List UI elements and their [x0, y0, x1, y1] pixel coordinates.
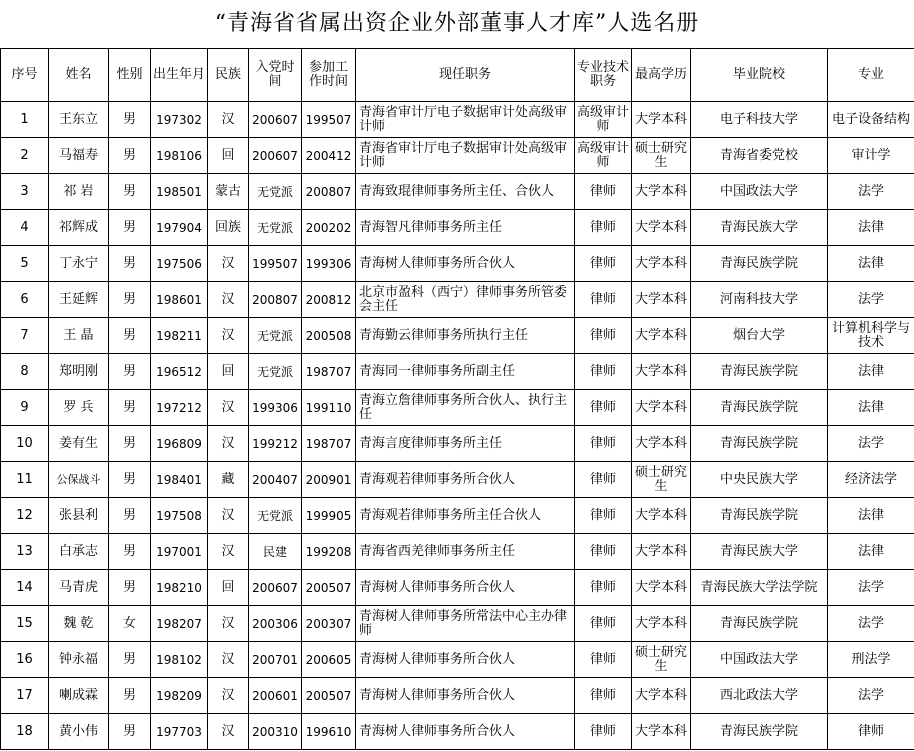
- cell-party-date: 199306: [249, 390, 302, 426]
- cell-party-date: 无党派: [249, 498, 302, 534]
- cell-party-date: 200607: [249, 102, 302, 138]
- cell-work-date: 198707: [302, 426, 356, 462]
- cell-name: 马福寿: [49, 138, 109, 174]
- cell-index: 11: [1, 462, 49, 498]
- cell-work-date: 198707: [302, 354, 356, 390]
- cell-index: 6: [1, 282, 49, 318]
- cell-education: 大学本科: [632, 210, 691, 246]
- cell-name: 郑明刚: [49, 354, 109, 390]
- cell-position: 青海观若律师事务所主任合伙人: [356, 498, 575, 534]
- cell-gender: 男: [109, 102, 151, 138]
- table-row: [1, 642, 914, 678]
- cell-education: 大学本科: [632, 678, 691, 714]
- cell-major: 法学: [828, 570, 914, 606]
- cell-birth: 197001: [151, 534, 208, 570]
- cell-name: 王延辉: [49, 282, 109, 318]
- cell-work-date: 199507: [302, 102, 356, 138]
- cell-gender: 男: [109, 462, 151, 498]
- cell-education: 大学本科: [632, 426, 691, 462]
- cell-party-date: 199212: [249, 426, 302, 462]
- header-party-date: 入党时间: [249, 49, 302, 102]
- cell-work-date: 200507: [302, 570, 356, 606]
- cell-major: 法学: [828, 606, 914, 642]
- cell-gender: 男: [109, 354, 151, 390]
- cell-ethnicity: 汉: [208, 714, 249, 750]
- cell-birth: 198209: [151, 678, 208, 714]
- cell-index: 4: [1, 210, 49, 246]
- table-row: [1, 606, 914, 642]
- cell-ethnicity: 汉: [208, 642, 249, 678]
- header-education: 最高学历: [632, 49, 691, 102]
- cell-title: 律师: [575, 714, 632, 750]
- cell-name: 祁辉成: [49, 210, 109, 246]
- cell-birth: 196512: [151, 354, 208, 390]
- cell-name: 黄小伟: [49, 714, 109, 750]
- page-title: “青海省省属出资企业外部董事人才库”人选名册: [214, 11, 700, 36]
- cell-education: 大学本科: [632, 714, 691, 750]
- cell-ethnicity: 汉: [208, 426, 249, 462]
- cell-party-date: 无党派: [249, 318, 302, 354]
- cell-index: 9: [1, 390, 49, 426]
- cell-major: 法学: [828, 174, 914, 210]
- cell-work-date: 200605: [302, 642, 356, 678]
- cell-major: 法律: [828, 354, 914, 390]
- cell-birth: 196809: [151, 426, 208, 462]
- cell-birth: 198210: [151, 570, 208, 606]
- cell-birth: 197703: [151, 714, 208, 750]
- header-birth: 出生年月: [151, 49, 208, 102]
- cell-work-date: 200807: [302, 174, 356, 210]
- cell-index: 16: [1, 642, 49, 678]
- cell-school: 青海民族学院: [691, 606, 828, 642]
- cell-gender: 男: [109, 534, 151, 570]
- cell-ethnicity: 藏: [208, 462, 249, 498]
- cell-index: 8: [1, 354, 49, 390]
- table-row: [1, 282, 914, 318]
- cell-school: 青海民族学院: [691, 246, 828, 282]
- cell-birth: 197508: [151, 498, 208, 534]
- table-body: [1, 102, 914, 750]
- cell-title: 律师: [575, 462, 632, 498]
- cell-name: 马青虎: [49, 570, 109, 606]
- cell-ethnicity: 汉: [208, 390, 249, 426]
- cell-party-date: 200310: [249, 714, 302, 750]
- cell-school: 青海民族学院: [691, 714, 828, 750]
- cell-gender: 男: [109, 426, 151, 462]
- cell-title: 律师: [575, 354, 632, 390]
- cell-school: 电子科技大学: [691, 102, 828, 138]
- cell-gender: 女: [109, 606, 151, 642]
- cell-gender: 男: [109, 174, 151, 210]
- cell-party-date: 200607: [249, 138, 302, 174]
- cell-work-date: 199610: [302, 714, 356, 750]
- cell-major: 律师: [828, 714, 914, 750]
- cell-index: 3: [1, 174, 49, 210]
- cell-gender: 男: [109, 282, 151, 318]
- cell-education: 大学本科: [632, 534, 691, 570]
- cell-birth: 197506: [151, 246, 208, 282]
- header-work-date: 参加工作时间: [302, 49, 356, 102]
- cell-party-date: 无党派: [249, 210, 302, 246]
- cell-name: 姜有生: [49, 426, 109, 462]
- cell-birth: 198401: [151, 462, 208, 498]
- cell-party-date: 200807: [249, 282, 302, 318]
- table-row: [1, 246, 914, 282]
- header-ethnicity: 民族: [208, 49, 249, 102]
- cell-index: 5: [1, 246, 49, 282]
- cell-name: 公保战斗: [49, 462, 109, 498]
- cell-gender: 男: [109, 318, 151, 354]
- cell-title: 律师: [575, 282, 632, 318]
- cell-title: 律师: [575, 318, 632, 354]
- cell-ethnicity: 蒙古: [208, 174, 249, 210]
- cell-ethnicity: 回: [208, 138, 249, 174]
- cell-position: 青海树人律师事务所合伙人: [356, 678, 575, 714]
- cell-birth: 198601: [151, 282, 208, 318]
- cell-work-date: 199110: [302, 390, 356, 426]
- cell-name: 王东立: [49, 102, 109, 138]
- header-name: 姓名: [49, 49, 109, 102]
- cell-title: 律师: [575, 210, 632, 246]
- cell-major: 法学: [828, 282, 914, 318]
- cell-education: 硕士研究生: [632, 642, 691, 678]
- table-row: [1, 426, 914, 462]
- table-row: [1, 678, 914, 714]
- cell-position: 青海树人律师事务所合伙人: [356, 246, 575, 282]
- cell-position: 北京市盈科（西宁）律师事务所管委会主任: [356, 282, 575, 318]
- cell-education: 大学本科: [632, 246, 691, 282]
- cell-party-date: 200306: [249, 606, 302, 642]
- cell-gender: 男: [109, 138, 151, 174]
- table-row: [1, 570, 914, 606]
- cell-work-date: 199905: [302, 498, 356, 534]
- cell-major: 法学: [828, 678, 914, 714]
- cell-ethnicity: 回: [208, 354, 249, 390]
- cell-name: 白承志: [49, 534, 109, 570]
- cell-party-date: 200701: [249, 642, 302, 678]
- cell-school: 中国政法大学: [691, 642, 828, 678]
- cell-party-date: 民建: [249, 534, 302, 570]
- cell-work-date: 200901: [302, 462, 356, 498]
- cell-index: 2: [1, 138, 49, 174]
- cell-school: 青海民族大学: [691, 210, 828, 246]
- cell-position: 青海立詹律师事务所合伙人、执行主任: [356, 390, 575, 426]
- cell-education: 大学本科: [632, 174, 691, 210]
- cell-gender: 男: [109, 210, 151, 246]
- table-row: [1, 354, 914, 390]
- cell-major: 刑法学: [828, 642, 914, 678]
- cell-birth: 197904: [151, 210, 208, 246]
- cell-school: 烟台大学: [691, 318, 828, 354]
- cell-work-date: 200307: [302, 606, 356, 642]
- cell-position: 青海省审计厅电子数据审计处高级审计师: [356, 102, 575, 138]
- cell-gender: 男: [109, 390, 151, 426]
- cell-school: 青海民族学院: [691, 390, 828, 426]
- cell-name: 张县利: [49, 498, 109, 534]
- cell-work-date: 200202: [302, 210, 356, 246]
- cell-ethnicity: 汉: [208, 606, 249, 642]
- cell-gender: 男: [109, 246, 151, 282]
- cell-gender: 男: [109, 642, 151, 678]
- table-row: [1, 102, 914, 138]
- cell-position: 青海树人律师事务所常法中心主办律师: [356, 606, 575, 642]
- cell-work-date: 200412: [302, 138, 356, 174]
- table-row: [1, 138, 914, 174]
- cell-education: 大学本科: [632, 390, 691, 426]
- cell-birth: 198501: [151, 174, 208, 210]
- cell-work-date: 199208: [302, 534, 356, 570]
- cell-position: 青海省审计厅电子数据审计处高级审计师: [356, 138, 575, 174]
- cell-index: 14: [1, 570, 49, 606]
- cell-work-date: 199306: [302, 246, 356, 282]
- cell-work-date: 200508: [302, 318, 356, 354]
- cell-education: 大学本科: [632, 318, 691, 354]
- roster-table: [0, 48, 914, 750]
- cell-index: 15: [1, 606, 49, 642]
- table-row: [1, 498, 914, 534]
- cell-title: 律师: [575, 174, 632, 210]
- cell-major: 电子设备结构: [828, 102, 914, 138]
- table-row: [1, 714, 914, 750]
- header-title: 专业技术职务: [575, 49, 632, 102]
- cell-school: 青海民族学院: [691, 498, 828, 534]
- cell-ethnicity: 汉: [208, 318, 249, 354]
- cell-name: 魏 乾: [49, 606, 109, 642]
- cell-ethnicity: 汉: [208, 246, 249, 282]
- table-row: [1, 174, 914, 210]
- cell-party-date: 200407: [249, 462, 302, 498]
- cell-name: 王 晶: [49, 318, 109, 354]
- cell-ethnicity: 回族: [208, 210, 249, 246]
- cell-ethnicity: 汉: [208, 282, 249, 318]
- header-school: 毕业院校: [691, 49, 828, 102]
- cell-major: 计算机科学与技术: [828, 318, 914, 354]
- cell-school: 中央民族大学: [691, 462, 828, 498]
- cell-major: 法律: [828, 390, 914, 426]
- table-row: [1, 462, 914, 498]
- cell-party-date: 200607: [249, 570, 302, 606]
- cell-title: 律师: [575, 570, 632, 606]
- table-row: [1, 318, 914, 354]
- cell-index: 12: [1, 498, 49, 534]
- cell-major: 法律: [828, 534, 914, 570]
- table-row: [1, 390, 914, 426]
- cell-education: 大学本科: [632, 354, 691, 390]
- cell-education: 大学本科: [632, 102, 691, 138]
- header-position: 现任职务: [356, 49, 575, 102]
- cell-position: 青海勤云律师事务所执行主任: [356, 318, 575, 354]
- cell-position: 青海智凡律师事务所主任: [356, 210, 575, 246]
- cell-school: 青海省委党校: [691, 138, 828, 174]
- cell-index: 10: [1, 426, 49, 462]
- cell-major: 法律: [828, 246, 914, 282]
- cell-name: 喇成霖: [49, 678, 109, 714]
- cell-name: 祁 岩: [49, 174, 109, 210]
- cell-party-date: 199507: [249, 246, 302, 282]
- cell-ethnicity: 汉: [208, 534, 249, 570]
- cell-position: 青海言度律师事务所主任: [356, 426, 575, 462]
- cell-gender: 男: [109, 678, 151, 714]
- cell-birth: 198211: [151, 318, 208, 354]
- cell-school: 西北政法大学: [691, 678, 828, 714]
- cell-education: 大学本科: [632, 282, 691, 318]
- cell-education: 大学本科: [632, 606, 691, 642]
- cell-position: 青海致琨律师事务所主任、合伙人: [356, 174, 575, 210]
- cell-school: 青海民族大学: [691, 534, 828, 570]
- cell-major: 法律: [828, 210, 914, 246]
- cell-name: 丁永宁: [49, 246, 109, 282]
- cell-title: 高级审计师: [575, 102, 632, 138]
- cell-party-date: 无党派: [249, 354, 302, 390]
- cell-school: 青海民族大学法学院: [691, 570, 828, 606]
- header-major: 专业: [828, 49, 914, 102]
- cell-birth: 198106: [151, 138, 208, 174]
- cell-name: 钟永福: [49, 642, 109, 678]
- cell-title: 高级审计师: [575, 138, 632, 174]
- cell-gender: 男: [109, 570, 151, 606]
- cell-school: 青海民族学院: [691, 354, 828, 390]
- cell-title: 律师: [575, 678, 632, 714]
- cell-education: 硕士研究生: [632, 138, 691, 174]
- header-gender: 性别: [109, 49, 151, 102]
- table-header-row: [1, 49, 914, 102]
- cell-education: 硕士研究生: [632, 462, 691, 498]
- cell-birth: 197212: [151, 390, 208, 426]
- cell-title: 律师: [575, 534, 632, 570]
- cell-index: 7: [1, 318, 49, 354]
- cell-title: 律师: [575, 426, 632, 462]
- cell-work-date: 200812: [302, 282, 356, 318]
- cell-major: 法律: [828, 498, 914, 534]
- cell-title: 律师: [575, 246, 632, 282]
- cell-ethnicity: 汉: [208, 102, 249, 138]
- cell-birth: 197302: [151, 102, 208, 138]
- cell-school: 河南科技大学: [691, 282, 828, 318]
- cell-position: 青海同一律师事务所副主任: [356, 354, 575, 390]
- cell-gender: 男: [109, 714, 151, 750]
- cell-birth: 198207: [151, 606, 208, 642]
- cell-major: 法学: [828, 426, 914, 462]
- header-index: 序号: [1, 49, 49, 102]
- cell-index: 1: [1, 102, 49, 138]
- cell-party-date: 200601: [249, 678, 302, 714]
- cell-index: 13: [1, 534, 49, 570]
- cell-title: 律师: [575, 606, 632, 642]
- cell-education: 大学本科: [632, 498, 691, 534]
- cell-ethnicity: 汉: [208, 678, 249, 714]
- cell-index: 17: [1, 678, 49, 714]
- cell-position: 青海树人律师事务所合伙人: [356, 642, 575, 678]
- cell-school: 中国政法大学: [691, 174, 828, 210]
- cell-ethnicity: 汉: [208, 498, 249, 534]
- table-row: [1, 210, 914, 246]
- cell-title: 律师: [575, 498, 632, 534]
- cell-index: 18: [1, 714, 49, 750]
- cell-birth: 198102: [151, 642, 208, 678]
- cell-major: 经济法学: [828, 462, 914, 498]
- cell-title: 律师: [575, 390, 632, 426]
- cell-position: 青海树人律师事务所合伙人: [356, 714, 575, 750]
- cell-school: 青海民族学院: [691, 426, 828, 462]
- cell-position: 青海观若律师事务所合伙人: [356, 462, 575, 498]
- cell-position: 青海树人律师事务所合伙人: [356, 570, 575, 606]
- cell-ethnicity: 回: [208, 570, 249, 606]
- cell-party-date: 无党派: [249, 174, 302, 210]
- cell-work-date: 200507: [302, 678, 356, 714]
- cell-gender: 男: [109, 498, 151, 534]
- cell-title: 律师: [575, 642, 632, 678]
- cell-position: 青海省西羌律师事务所主任: [356, 534, 575, 570]
- table-row: [1, 534, 914, 570]
- cell-major: 审计学: [828, 138, 914, 174]
- cell-education: 大学本科: [632, 570, 691, 606]
- cell-name: 罗 兵: [49, 390, 109, 426]
